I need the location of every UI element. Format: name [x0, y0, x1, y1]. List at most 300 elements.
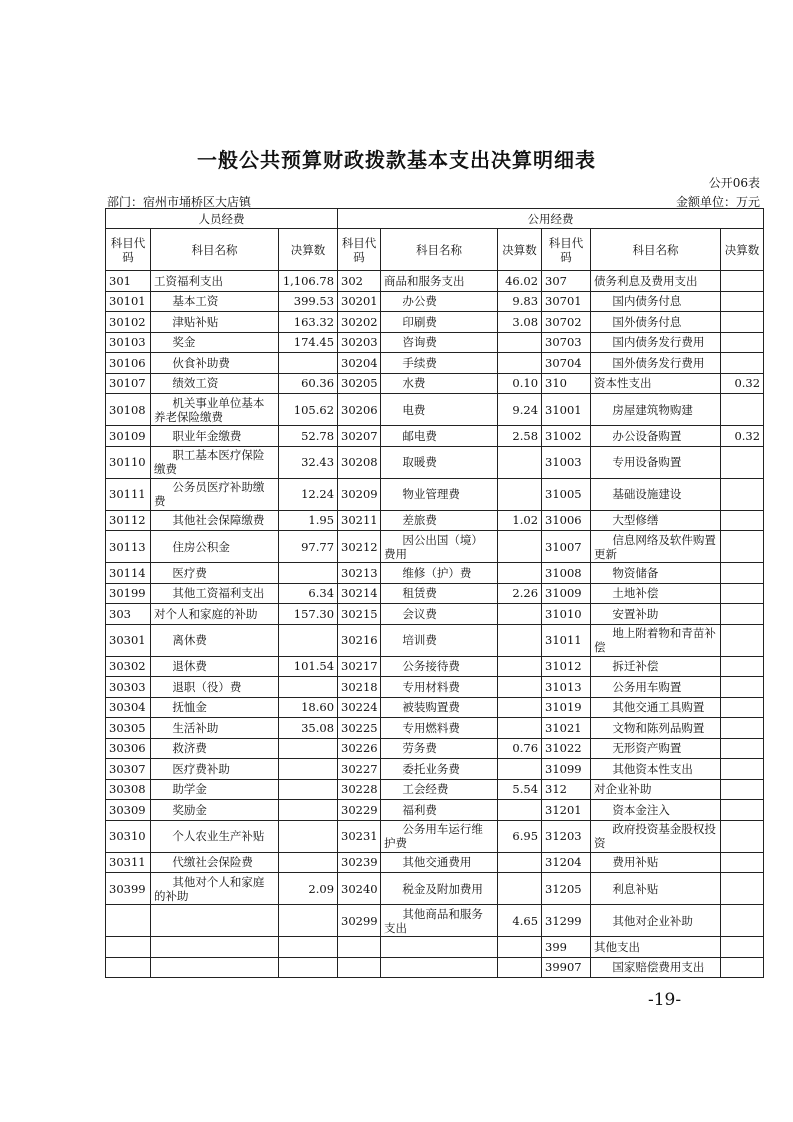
subject-code-cell: 31021 [542, 718, 591, 739]
subject-name-cell: 生活补助 [151, 718, 279, 739]
subject-code-cell [106, 905, 151, 937]
table-row [106, 478, 764, 510]
table-row [106, 820, 764, 852]
table-row [106, 510, 764, 531]
department-label: 部门：宿州市埇桥区大店镇 [107, 195, 252, 209]
table-row [106, 563, 764, 584]
subject-name-cell: 救济费 [151, 738, 279, 759]
subject-name-cell: 水费 [381, 373, 498, 394]
amount-cell [721, 510, 764, 531]
subject-code-cell: 31001 [542, 394, 591, 426]
amount-cell [721, 852, 764, 873]
amount-cell [721, 271, 764, 292]
subject-code-cell: 31006 [542, 510, 591, 531]
subject-code-cell: 30102 [106, 312, 151, 333]
amount-cell: 12.24 [279, 478, 338, 510]
subject-name-cell: 其他商品和服务支出 [381, 905, 498, 937]
subject-code-cell: 30224 [338, 697, 381, 718]
subject-code-cell [106, 957, 151, 978]
amount-cell: 174.45 [279, 332, 338, 353]
subject-code-cell: 30227 [338, 759, 381, 780]
subject-code-cell: 30218 [338, 677, 381, 698]
subject-code-cell: 30203 [338, 332, 381, 353]
group-public: 公用经费 [338, 209, 764, 229]
amount-cell [498, 718, 542, 739]
subject-code-cell: 303 [106, 604, 151, 625]
amount-cell: 32.43 [279, 446, 338, 478]
subject-name-cell: 税金及附加费用 [381, 873, 498, 905]
amount-cell: 0.32 [721, 426, 764, 447]
subject-name-cell: 利息补贴 [591, 873, 721, 905]
amount-cell [498, 800, 542, 821]
amount-cell [721, 873, 764, 905]
amount-cell [721, 779, 764, 800]
table-row [106, 738, 764, 759]
subject-code-cell: 30225 [338, 718, 381, 739]
amount-cell [721, 604, 764, 625]
subject-code-cell: 30229 [338, 800, 381, 821]
amount-cell [721, 291, 764, 312]
amount-cell [498, 446, 542, 478]
amount-cell [721, 820, 764, 852]
subject-code-cell: 30302 [106, 656, 151, 677]
subject-name-cell: 手续费 [381, 353, 498, 374]
amount-cell [498, 624, 542, 656]
subject-code-cell: 30701 [542, 291, 591, 312]
subject-name-cell: 办公费 [381, 291, 498, 312]
subject-name-cell: 物资储备 [591, 563, 721, 584]
subject-code-cell: 31008 [542, 563, 591, 584]
subject-name-cell: 代缴社会保险费 [151, 852, 279, 873]
subject-name-cell: 基础设施建设 [591, 478, 721, 510]
subject-code-cell: 31013 [542, 677, 591, 698]
subject-code-cell: 30240 [338, 873, 381, 905]
table-row [106, 852, 764, 873]
subject-name-cell: 房屋建筑物购建 [591, 394, 721, 426]
amount-cell [721, 353, 764, 374]
subject-name-cell: 会议费 [381, 604, 498, 625]
subject-code-cell: 30309 [106, 800, 151, 821]
subject-name-cell [151, 937, 279, 958]
subject-name-cell: 邮电费 [381, 426, 498, 447]
subject-name-cell: 奖励金 [151, 800, 279, 821]
subject-name-cell: 资本金注入 [591, 800, 721, 821]
table-row [106, 718, 764, 739]
amount-cell [721, 624, 764, 656]
subject-code-cell: 31201 [542, 800, 591, 821]
subject-code-cell: 30103 [106, 332, 151, 353]
form-number: 公开06表 [708, 176, 760, 190]
subject-code-cell: 312 [542, 779, 591, 800]
subject-name-cell: 国内债务付息 [591, 291, 721, 312]
subject-name-cell: 退职（役）费 [151, 677, 279, 698]
amount-cell: 0.32 [721, 373, 764, 394]
subject-name-cell: 其他社会保障缴费 [151, 510, 279, 531]
header-amount: 决算数 [279, 229, 338, 271]
subject-name-cell: 其他支出 [591, 937, 721, 958]
subject-name-cell: 费用补贴 [591, 852, 721, 873]
subject-code-cell: 30217 [338, 656, 381, 677]
amount-cell [721, 957, 764, 978]
amount-cell: 9.83 [498, 291, 542, 312]
subject-code-cell: 30201 [338, 291, 381, 312]
amount-cell [498, 957, 542, 978]
table-row [106, 957, 764, 978]
subject-code-cell [338, 957, 381, 978]
subject-code-cell: 30239 [338, 852, 381, 873]
subject-code-cell: 31205 [542, 873, 591, 905]
subject-name-cell: 其他交通费用 [381, 852, 498, 873]
subject-code-cell: 30207 [338, 426, 381, 447]
subject-code-cell: 30310 [106, 820, 151, 852]
subject-code-cell: 30216 [338, 624, 381, 656]
table-row [106, 779, 764, 800]
amount-cell: 9.24 [498, 394, 542, 426]
amount-cell [279, 563, 338, 584]
subject-code-cell: 31299 [542, 905, 591, 937]
subject-code-cell: 30214 [338, 583, 381, 604]
subject-name-cell [381, 937, 498, 958]
subject-code-cell: 302 [338, 271, 381, 292]
amount-cell: 1.95 [279, 510, 338, 531]
amount-cell [721, 738, 764, 759]
amount-cell [498, 353, 542, 374]
subject-code-cell: 30101 [106, 291, 151, 312]
amount-cell: 97.77 [279, 531, 338, 563]
amount-cell: 105.62 [279, 394, 338, 426]
amount-cell [279, 820, 338, 852]
subject-code-cell: 39907 [542, 957, 591, 978]
amount-cell [721, 718, 764, 739]
amount-cell [721, 394, 764, 426]
table-row [106, 624, 764, 656]
subject-name-cell: 土地补偿 [591, 583, 721, 604]
subject-code-cell: 30303 [106, 677, 151, 698]
amount-cell: 1.02 [498, 510, 542, 531]
amount-cell [498, 852, 542, 873]
subject-name-cell: 职业年金缴费 [151, 426, 279, 447]
amount-cell [498, 759, 542, 780]
amount-cell [498, 563, 542, 584]
subject-code-cell: 30111 [106, 478, 151, 510]
subject-code-cell: 310 [542, 373, 591, 394]
subject-name-cell: 文物和陈列品购置 [591, 718, 721, 739]
subject-name-cell: 职工基本医疗保险缴费 [151, 446, 279, 478]
subject-name-cell: 其他交通工具购置 [591, 697, 721, 718]
subject-code-cell: 31003 [542, 446, 591, 478]
amount-cell: 18.60 [279, 697, 338, 718]
subject-code-cell: 31099 [542, 759, 591, 780]
amount-cell [498, 937, 542, 958]
amount-cell [721, 905, 764, 937]
amount-cell [279, 779, 338, 800]
subject-name-cell: 地上附着物和青苗补偿 [591, 624, 721, 656]
table-row [106, 394, 764, 426]
table-row [106, 446, 764, 478]
subject-code-cell: 31010 [542, 604, 591, 625]
subject-code-cell: 30204 [338, 353, 381, 374]
subject-name-cell: 信息网络及软件购置更新 [591, 531, 721, 563]
subject-code-cell: 30305 [106, 718, 151, 739]
subject-name-cell: 伙食补助费 [151, 353, 279, 374]
subject-code-cell: 30202 [338, 312, 381, 333]
amount-cell: 52.78 [279, 426, 338, 447]
amount-cell [721, 937, 764, 958]
subject-name-cell: 培训费 [381, 624, 498, 656]
subject-code-cell: 30703 [542, 332, 591, 353]
amount-cell [721, 531, 764, 563]
subject-name-cell: 取暖费 [381, 446, 498, 478]
subject-code-cell: 30308 [106, 779, 151, 800]
amount-cell [279, 852, 338, 873]
subject-name-cell: 劳务费 [381, 738, 498, 759]
subject-code-cell: 31012 [542, 656, 591, 677]
subject-name-cell: 抚恤金 [151, 697, 279, 718]
subject-name-cell: 对个人和家庭的补助 [151, 604, 279, 625]
amount-cell: 4.65 [498, 905, 542, 937]
subject-code-cell: 30106 [106, 353, 151, 374]
subject-code-cell: 31019 [542, 697, 591, 718]
subject-name-cell: 退休费 [151, 656, 279, 677]
amount-cell [498, 531, 542, 563]
subject-code-cell: 30226 [338, 738, 381, 759]
table-row [106, 697, 764, 718]
subject-code-cell: 30213 [338, 563, 381, 584]
amount-cell [498, 478, 542, 510]
table-row [106, 332, 764, 353]
table-row [106, 426, 764, 447]
subject-code-cell: 30109 [106, 426, 151, 447]
subject-code-cell: 30212 [338, 531, 381, 563]
amount-cell [721, 478, 764, 510]
header-code: 科目代码 [338, 229, 381, 271]
subject-name-cell: 基本工资 [151, 291, 279, 312]
subject-code-cell: 30110 [106, 446, 151, 478]
amount-cell: 6.34 [279, 583, 338, 604]
table-row [106, 905, 764, 937]
subject-code-cell: 30702 [542, 312, 591, 333]
subject-name-cell: 其他工资福利支出 [151, 583, 279, 604]
subject-name-cell: 公务用车购置 [591, 677, 721, 698]
subject-name-cell: 维修（护）费 [381, 563, 498, 584]
subject-name-cell: 差旅费 [381, 510, 498, 531]
amount-cell: 3.08 [498, 312, 542, 333]
header-amount: 决算数 [498, 229, 542, 271]
amount-cell [279, 759, 338, 780]
subject-name-cell: 医疗费 [151, 563, 279, 584]
table-row [106, 759, 764, 780]
amount-cell [721, 656, 764, 677]
subject-name-cell: 无形资产购置 [591, 738, 721, 759]
amount-cell: 163.32 [279, 312, 338, 333]
subject-code-cell: 30399 [106, 873, 151, 905]
amount-cell: 399.53 [279, 291, 338, 312]
page-title: 一般公共预算财政拨款基本支出决算明细表 [197, 148, 596, 172]
header-code: 科目代码 [106, 229, 151, 271]
subject-name-cell: 公务用车运行维护费 [381, 820, 498, 852]
table-row [106, 353, 764, 374]
subject-name-cell: 个人农业生产补贴 [151, 820, 279, 852]
group-personnel: 人员经费 [106, 209, 338, 229]
subject-name-cell: 因公出国（境）费用 [381, 531, 498, 563]
subject-name-cell [151, 905, 279, 937]
table-row [106, 373, 764, 394]
amount-cell [279, 624, 338, 656]
subject-code-cell: 30304 [106, 697, 151, 718]
amount-cell: 0.10 [498, 373, 542, 394]
subject-name-cell: 津贴补贴 [151, 312, 279, 333]
amount-cell: 2.09 [279, 873, 338, 905]
amount-cell [721, 583, 764, 604]
amount-cell: 1,106.78 [279, 271, 338, 292]
subject-code-cell: 31011 [542, 624, 591, 656]
subject-name-cell: 资本性支出 [591, 373, 721, 394]
subject-name-cell: 咨询费 [381, 332, 498, 353]
subject-code-cell: 30704 [542, 353, 591, 374]
subject-code-cell: 31009 [542, 583, 591, 604]
subject-name-cell [381, 957, 498, 978]
subject-code-cell: 307 [542, 271, 591, 292]
subject-code-cell [106, 937, 151, 958]
amount-cell [498, 604, 542, 625]
subject-code-cell: 30114 [106, 563, 151, 584]
subject-name-cell: 离休费 [151, 624, 279, 656]
table-row [106, 271, 764, 292]
subject-name-cell: 工资福利支出 [151, 271, 279, 292]
subject-name-cell: 工会经费 [381, 779, 498, 800]
subject-code-cell: 31002 [542, 426, 591, 447]
subject-code-cell: 30107 [106, 373, 151, 394]
subject-name-cell: 租赁费 [381, 583, 498, 604]
amount-cell [279, 957, 338, 978]
subject-name-cell: 公务员医疗补助缴费 [151, 478, 279, 510]
subject-code-cell: 30206 [338, 394, 381, 426]
table-row [106, 291, 764, 312]
header-name: 科目名称 [591, 229, 721, 271]
subject-code-cell: 30306 [106, 738, 151, 759]
amount-cell [279, 937, 338, 958]
subject-name-cell: 福利费 [381, 800, 498, 821]
subject-name-cell: 国外债务付息 [591, 312, 721, 333]
subject-code-cell [338, 937, 381, 958]
subject-code-cell: 31022 [542, 738, 591, 759]
subject-name-cell: 大型修缮 [591, 510, 721, 531]
table-row [106, 312, 764, 333]
header-amount: 决算数 [721, 229, 764, 271]
amount-cell [279, 905, 338, 937]
amount-cell: 0.76 [498, 738, 542, 759]
subject-name-cell: 专用燃料费 [381, 718, 498, 739]
subject-code-cell: 30299 [338, 905, 381, 937]
subject-name-cell: 住房公积金 [151, 531, 279, 563]
table-row [106, 531, 764, 563]
amount-cell: 46.02 [498, 271, 542, 292]
table-row [106, 937, 764, 958]
subject-name-cell: 国外债务发行费用 [591, 353, 721, 374]
subject-name-cell: 电费 [381, 394, 498, 426]
subject-code-cell: 399 [542, 937, 591, 958]
subject-code-cell: 30211 [338, 510, 381, 531]
subject-code-cell: 31203 [542, 820, 591, 852]
table-row [106, 677, 764, 698]
subject-name-cell: 医疗费补助 [151, 759, 279, 780]
subject-name-cell: 政府投资基金股权投资 [591, 820, 721, 852]
subject-name-cell: 机关事业单位基本养老保险缴费 [151, 394, 279, 426]
amount-cell [721, 312, 764, 333]
subject-name-cell: 公务接待费 [381, 656, 498, 677]
subject-code-cell: 30209 [338, 478, 381, 510]
table-row [106, 656, 764, 677]
subject-name-cell: 委托业务费 [381, 759, 498, 780]
subject-code-cell: 30215 [338, 604, 381, 625]
subject-name-cell: 绩效工资 [151, 373, 279, 394]
amount-cell: 101.54 [279, 656, 338, 677]
subject-name-cell: 商品和服务支出 [381, 271, 498, 292]
subject-code-cell: 30113 [106, 531, 151, 563]
subject-name-cell: 专用材料费 [381, 677, 498, 698]
amount-cell [498, 332, 542, 353]
subject-name-cell: 奖金 [151, 332, 279, 353]
unit-label: 金额单位：万元 [675, 195, 760, 209]
amount-cell: 2.58 [498, 426, 542, 447]
expenditure-table [105, 208, 764, 978]
subject-name-cell: 其他资本性支出 [591, 759, 721, 780]
amount-cell [279, 738, 338, 759]
subject-name-cell: 专用设备购置 [591, 446, 721, 478]
subject-code-cell: 30307 [106, 759, 151, 780]
subject-name-cell: 对企业补助 [591, 779, 721, 800]
subject-code-cell: 31005 [542, 478, 591, 510]
subject-code-cell: 30311 [106, 852, 151, 873]
amount-cell: 60.36 [279, 373, 338, 394]
amount-cell: 35.08 [279, 718, 338, 739]
amount-cell [721, 697, 764, 718]
subject-name-cell: 债务利息及费用支出 [591, 271, 721, 292]
subject-code-cell: 30208 [338, 446, 381, 478]
amount-cell [721, 563, 764, 584]
amount-cell [498, 677, 542, 698]
amount-cell [498, 697, 542, 718]
amount-cell: 157.30 [279, 604, 338, 625]
subject-code-cell: 30231 [338, 820, 381, 852]
amount-cell: 6.95 [498, 820, 542, 852]
subject-code-cell: 301 [106, 271, 151, 292]
amount-cell [721, 677, 764, 698]
subject-code-cell: 30205 [338, 373, 381, 394]
amount-cell [279, 353, 338, 374]
subject-code-cell: 31007 [542, 531, 591, 563]
subject-name-cell: 安置补助 [591, 604, 721, 625]
subject-name-cell: 助学金 [151, 779, 279, 800]
table-row [106, 800, 764, 821]
header-name: 科目名称 [381, 229, 498, 271]
amount-cell [721, 446, 764, 478]
subject-name-cell: 其他对个人和家庭的补助 [151, 873, 279, 905]
subject-code-cell: 31204 [542, 852, 591, 873]
amount-cell [279, 677, 338, 698]
subject-code-cell: 30301 [106, 624, 151, 656]
subject-code-cell: 30228 [338, 779, 381, 800]
header-code: 科目代码 [542, 229, 591, 271]
subject-code-cell: 30199 [106, 583, 151, 604]
subject-name-cell: 国家赔偿费用支出 [591, 957, 721, 978]
amount-cell: 5.54 [498, 779, 542, 800]
subject-name-cell: 国内债务发行费用 [591, 332, 721, 353]
amount-cell [721, 800, 764, 821]
amount-cell: 2.26 [498, 583, 542, 604]
header-name: 科目名称 [151, 229, 279, 271]
amount-cell [721, 332, 764, 353]
